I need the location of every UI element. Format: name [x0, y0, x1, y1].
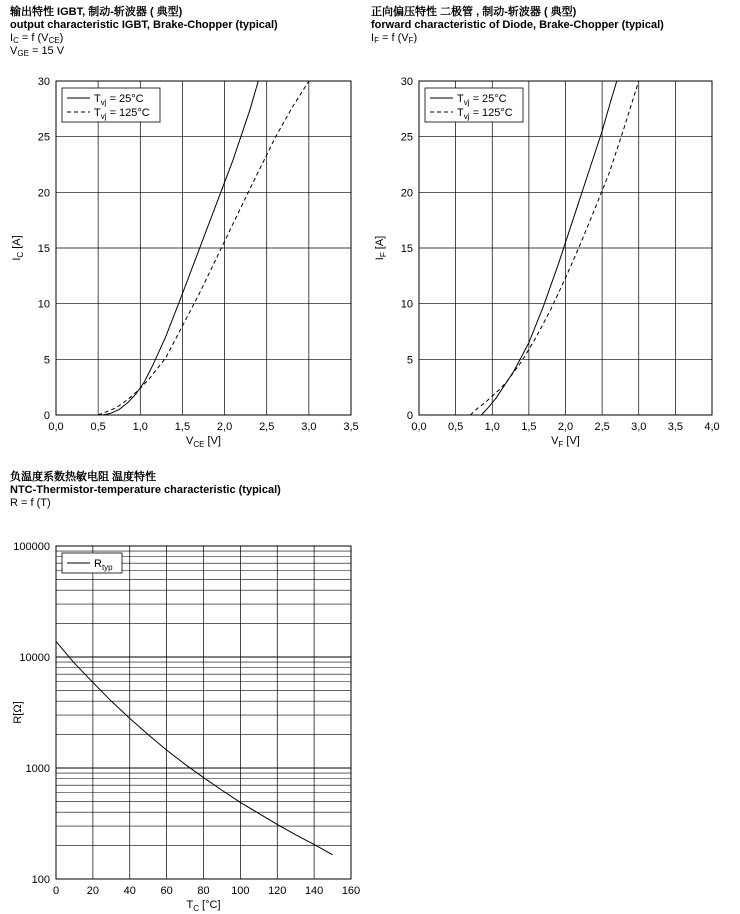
- x-tick-label: 160: [341, 885, 361, 897]
- y-tick-label: 20: [400, 187, 413, 200]
- legend-entry: $T_{vj} = 25^\circ C$: [94, 93, 144, 107]
- chart-3-legend: [62, 553, 122, 573]
- x-tick-label: 3,0: [301, 421, 317, 433]
- y-tick-label: 0: [43, 410, 50, 422]
- x-tick-label: 2,5: [259, 421, 275, 433]
- chart2-title-en: forward characteristic of Diode, Brake-Chopper (typical): [371, 19, 664, 31]
- y-tick-label: 5: [43, 354, 50, 367]
- y-tick-label: 100000: [13, 541, 50, 553]
- y-tick-label: 20: [37, 187, 50, 200]
- x-tick-label: 1,0: [132, 421, 148, 433]
- y-tick-label: 0: [406, 410, 413, 422]
- x-tick-label: 3,5: [667, 421, 684, 433]
- x-tick-label: 3,5: [343, 421, 359, 433]
- x-tick-label: 1,5: [521, 421, 537, 433]
- chart3-formula: R = f (T): [10, 497, 51, 509]
- chart-2: [374, 76, 720, 449]
- y-tick-label: 30: [37, 76, 50, 88]
- y-tick-label: 10: [400, 298, 413, 311]
- x-axis-label: $T_C$ [°C]: [186, 899, 221, 913]
- chart-3: [12, 541, 360, 913]
- y-tick-label: 10: [37, 298, 50, 311]
- chart-2-grid: [419, 81, 712, 415]
- chart3-title-cn: 负温度系数热敏电阻 温度特性: [10, 471, 157, 483]
- y-tick-label: 30: [400, 76, 413, 88]
- chart3-title-en: NTC-Thermistor-temperature characteristic (typical): [10, 484, 281, 496]
- chart-1: [11, 76, 359, 449]
- x-tick-label: 1,5: [174, 421, 191, 433]
- x-tick-label: 140: [304, 885, 324, 897]
- y-axis-label: $I_C$ [A]: [11, 235, 25, 261]
- x-tick-label: 20: [86, 885, 99, 897]
- y-tick-label: 15: [400, 243, 413, 255]
- y-axis-label: $I_F$ [A]: [374, 235, 388, 261]
- chart-1-legend: [62, 88, 160, 122]
- y-axis-label: R[Ω]: [12, 701, 24, 724]
- chart1-condition: $V_{GE} = 15$ V: [10, 45, 65, 58]
- chart1-title-cn: 输出特性 IGBT, 制动-斩波器 ( 典型): [10, 6, 183, 18]
- chart2-formula: $I_F = f$ $(V_F)$: [371, 32, 418, 45]
- x-tick-label: 0,0: [411, 421, 427, 433]
- x-tick-label: 0: [52, 885, 60, 897]
- x-tick-label: 3,0: [631, 421, 647, 433]
- chart-2-legend: [425, 88, 523, 122]
- y-tick-label: 15: [37, 243, 50, 255]
- x-axis-label: $V_{CE}$ [V]: [186, 435, 221, 449]
- x-tick-label: 100: [231, 885, 250, 897]
- x-tick-label: 2,5: [594, 421, 610, 433]
- chart1-formula: $I_C = f$ $(V_{CE})$: [10, 32, 64, 45]
- x-tick-label: 2,0: [557, 421, 574, 433]
- x-tick-label: 0,5: [90, 421, 106, 433]
- y-tick-label: 5: [406, 354, 413, 367]
- y-tick-label: 25: [400, 131, 413, 144]
- x-tick-label: 2,0: [216, 421, 233, 433]
- chart2-title-cn: 正向偏压特性 二极管 , 制动-斩波器 ( 典型): [371, 6, 577, 18]
- x-tick-label: 60: [160, 885, 173, 897]
- x-tick-label: 4,0: [704, 421, 720, 433]
- legend-entry: $T_{vj} = 125^\circ C$: [94, 107, 150, 121]
- chart1-title-en: output characteristic IGBT, Brake-Chopper (typical): [10, 19, 278, 31]
- y-tick-label: 10000: [19, 652, 50, 664]
- series-line-1: [56, 641, 333, 854]
- y-tick-label: 100: [31, 874, 50, 886]
- y-tick-label: 25: [37, 131, 50, 144]
- chart-3-grid: [56, 546, 351, 879]
- legend-entry: $T_{vj} = 25^\circ C$: [457, 93, 507, 107]
- legend-entry: $R_{typ}$: [94, 558, 113, 572]
- chart-1-grid: [56, 81, 351, 415]
- y-tick-label: 1000: [25, 763, 50, 775]
- x-tick-label: 80: [197, 885, 210, 897]
- x-tick-label: 120: [268, 885, 287, 897]
- x-tick-label: 40: [123, 885, 136, 897]
- x-tick-label: 0,5: [447, 421, 464, 433]
- legend-entry: $T_{vj} = 125^\circ C$: [457, 107, 513, 121]
- x-tick-label: 0,0: [48, 421, 64, 433]
- x-tick-label: 1,0: [484, 421, 500, 433]
- x-axis-label: $V_F$ [V]: [551, 435, 580, 449]
